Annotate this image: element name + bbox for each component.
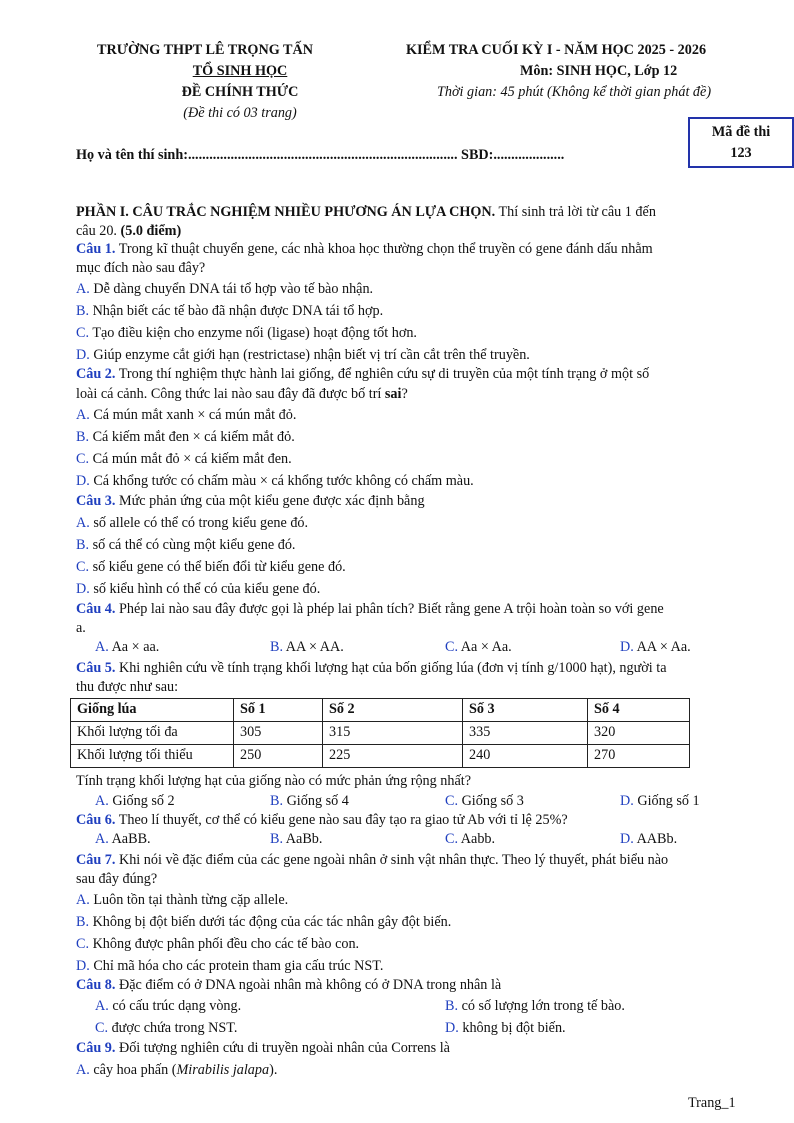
option-text: AABb. — [636, 831, 678, 847]
q3-option-c[interactable] — [76, 557, 744, 579]
q4-option-b[interactable] — [270, 637, 344, 659]
exam-title: KIỂM TRA CUỐI KỲ I - NĂM HỌC 2025 - 2026 — [406, 42, 707, 58]
q9-option-a[interactable] — [76, 1060, 744, 1082]
question-text: loài cá cảnh. Công thức lai nào sau đây đã được bố trí — [76, 386, 385, 402]
table-cell: 335 — [463, 722, 588, 745]
question-text: sau đây đúng? — [76, 871, 158, 887]
species-name: Mirabilis jalapa — [176, 1062, 270, 1078]
question-number: Câu 8. — [76, 977, 116, 993]
option-text: số kiểu gene có thể biến đổi từ kiểu gene đó. — [92, 559, 346, 575]
option-text: Chỉ mã hóa cho các protein tham gia cấu trúc NST. — [93, 958, 384, 974]
option-text: Giống số 2 — [112, 793, 175, 809]
option-text: Giống số 4 — [286, 793, 349, 809]
option-text: AaBb. — [285, 831, 323, 847]
question-number: Câu 7. — [76, 852, 116, 868]
option-label: A. — [95, 998, 109, 1014]
q3-option-a[interactable] — [76, 513, 744, 535]
option-text: Không bị đột biến dưới tác động của các tác nhân gây đột biến. — [92, 914, 452, 930]
question-text: Đặc điểm có ở DNA ngoài nhân mà không có ở DNA trong nhân là — [115, 977, 502, 993]
table-row — [71, 722, 690, 745]
option-label: A. — [76, 281, 90, 297]
option-text: được chứa trong NST. — [111, 1020, 238, 1036]
question-text: Khi nghiên cứu về tính trạng khối lượng hạt của bốn giống lúa (đơn vị tính g/1000 hạt), người ta — [115, 660, 667, 676]
option-label: D. — [76, 958, 90, 974]
option-text: Luôn tồn tại thành từng cặp allele. — [93, 892, 289, 908]
table-header-cell: Số 1 — [234, 699, 323, 722]
option-label: C. — [445, 639, 459, 655]
option-label: A. — [95, 639, 109, 655]
option-text: Nhận biết các tế bào đã nhận được DNA tái tổ hợp. — [92, 303, 384, 319]
question-text: Theo lí thuyết, cơ thể có kiểu gene nào sau đây tạo ra giao tử Ab với tỉ lệ 25%? — [115, 812, 568, 828]
option-text: Cá kiếm mắt đen × cá kiếm mắt đỏ. — [92, 429, 295, 445]
q4-option-d[interactable] — [620, 637, 691, 659]
table-cell: 225 — [323, 745, 463, 768]
option-label: D. — [76, 347, 90, 363]
option-text: Giúp enzyme cắt giới hạn (restrictase) nhận biết vị trí cần cắt trên thể truyền. — [93, 347, 530, 363]
option-text: số allele có thể có trong kiểu gene đó. — [93, 515, 309, 531]
part1-intro: Thí sinh trả lời từ câu 1 đến — [495, 204, 656, 220]
option-text: Cá mún mắt xanh × cá mún mắt đỏ. — [93, 407, 297, 423]
question-number: Câu 2. — [76, 366, 116, 382]
option-label: B. — [76, 537, 90, 553]
part1-points: (5.0 điểm) — [120, 223, 182, 239]
option-text: Cá mún mắt đỏ × cá kiếm mắt đen. — [92, 451, 292, 467]
option-text: Dễ dàng chuyển DNA tái tổ hợp vào tế bào nhận. — [93, 281, 374, 297]
q6-option-a[interactable] — [95, 829, 151, 851]
question-number: Câu 5. — [76, 660, 116, 676]
option-text: cây hoa phấn ( — [93, 1062, 177, 1078]
q2-option-b[interactable] — [76, 427, 744, 449]
table-cell: Khối lượng tối đa — [71, 722, 234, 745]
option-label: C. — [76, 325, 90, 341]
question-number: Câu 9. — [76, 1040, 116, 1056]
option-label: D. — [76, 581, 90, 597]
option-label: C. — [76, 559, 90, 575]
q8-option-c[interactable] — [95, 1018, 237, 1040]
option-label: B. — [270, 831, 284, 847]
exam-code-value: 123 — [730, 145, 752, 161]
option-text: Giống số 1 — [637, 793, 700, 809]
option-label: B. — [270, 639, 284, 655]
option-text: số cá thể có cùng một kiểu gene đó. — [92, 537, 296, 553]
table-header-cell: Số 2 — [323, 699, 463, 722]
q2-option-c[interactable] — [76, 449, 744, 471]
exam-time: Thời gian: 45 phút (Không kể thời gian phát đề) — [437, 84, 712, 100]
q3-option-b[interactable] — [76, 535, 744, 557]
q6-option-b[interactable] — [270, 829, 322, 851]
question-3 — [76, 491, 744, 513]
option-text: Aabb. — [460, 831, 496, 847]
question-text: mục đích nào sau đây? — [76, 260, 206, 276]
option-label: B. — [445, 998, 459, 1014]
option-text: Aa × Aa. — [460, 639, 512, 655]
q7-option-a[interactable] — [76, 890, 744, 912]
question-number: Câu 1. — [76, 241, 116, 257]
option-label: D. — [620, 831, 634, 847]
q2-option-d[interactable] — [76, 471, 744, 493]
option-label: D. — [445, 1020, 459, 1036]
option-label: C. — [95, 1020, 109, 1036]
question-number: Câu 3. — [76, 493, 116, 509]
question-text: Khi nói về đặc điểm của các gene ngoài nhân ở sinh vật nhân thực. Theo lý thuyết, phát biểu nào — [115, 852, 669, 868]
part1-intro-2: câu 20. — [76, 223, 121, 239]
question-2 — [76, 364, 744, 386]
q4-option-c[interactable] — [445, 637, 512, 659]
candidate-info-line[interactable]: Họ và tên thí sinh:............................................................................ SBD:.................... — [76, 147, 565, 163]
option-text: số kiểu hình có thể có của kiểu gene đó. — [93, 581, 321, 597]
option-text: AA × Aa. — [636, 639, 691, 655]
option-text: Giống số 3 — [461, 793, 524, 809]
question-text: Trong kĩ thuật chuyển gene, các nhà khoa học thường chọn thể truyền có gene đánh dấu nhằm — [115, 241, 653, 257]
question-text: Phép lai nào sau đây được gọi là phép lai phân tích? Biết rằng gene A trội hoàn toàn so với gene — [115, 601, 664, 617]
question-text: Trong thí nghiệm thực hành lai giống, để nghiên cứu sự di truyền của một tính trạng ở một số — [115, 366, 650, 382]
question-number: Câu 4. — [76, 601, 116, 617]
q6-option-c[interactable] — [445, 829, 495, 851]
department-name: TỔ SINH HỌC — [192, 63, 288, 79]
exam-code-label: Mã đề thi — [711, 124, 771, 140]
q6-option-d[interactable] — [620, 829, 677, 851]
option-label: B. — [76, 914, 90, 930]
question-text: Tính trạng khối lượng hạt của giống nào có mức phản ứng rộng nhất? — [76, 773, 472, 789]
option-label: A. — [76, 892, 90, 908]
option-text: AA × AA. — [285, 639, 344, 655]
exam-code-box — [688, 117, 794, 168]
table-header-cell: Giống lúa — [71, 699, 234, 722]
rice-weight-table — [70, 698, 690, 768]
option-label: A. — [95, 831, 109, 847]
table-cell: 250 — [234, 745, 323, 768]
q1-option-b[interactable] — [76, 301, 744, 323]
table-row — [71, 745, 690, 768]
question-text: ? — [401, 386, 408, 402]
q1-option-a[interactable] — [76, 279, 744, 301]
table-cell: 320 — [588, 722, 690, 745]
question-text: thu được như sau: — [76, 679, 179, 695]
official-label: ĐỀ CHÍNH THỨC — [181, 84, 299, 100]
question-text: Mức phản ứng của một kiểu gene được xác định bằng — [115, 493, 425, 509]
option-label: B. — [76, 303, 90, 319]
q8-option-b[interactable] — [445, 996, 625, 1018]
option-label: B. — [270, 793, 284, 809]
option-label: A. — [76, 1062, 90, 1078]
question-text: Đối tượng nghiên cứu di truyền ngoài nhân của Correns là — [115, 1040, 450, 1056]
table-header-row — [71, 699, 690, 722]
option-text: ). — [269, 1062, 278, 1078]
q8-option-d[interactable] — [445, 1018, 566, 1040]
option-text: có số lượng lớn trong tế bào. — [461, 998, 625, 1014]
option-label: D. — [620, 639, 634, 655]
table-cell: 240 — [463, 745, 588, 768]
question-8 — [76, 975, 744, 997]
option-label: A. — [76, 407, 90, 423]
table-cell: Khối lượng tối thiểu — [71, 745, 234, 768]
pages-note: (Đề thi có 03 trang) — [183, 105, 297, 121]
option-label: C. — [76, 936, 90, 952]
table-cell: 270 — [588, 745, 690, 768]
subject: Môn: SINH HỌC, Lớp 12 — [520, 63, 678, 79]
question-number: Câu 6. — [76, 812, 116, 828]
question-9 — [76, 1038, 744, 1060]
question-text — [76, 384, 744, 406]
option-text: AaBB. — [111, 831, 151, 847]
emphasis-word: sai — [384, 386, 402, 402]
part1-title: PHẦN I. CÂU TRẮC NGHIỆM NHIỀU PHƯƠNG ÁN LỰA CHỌN. — [76, 204, 496, 220]
q4-option-a[interactable] — [95, 637, 159, 659]
option-text: không bị đột biến. — [462, 1020, 566, 1036]
option-label: C. — [76, 451, 90, 467]
question-text: a. — [76, 620, 86, 636]
page-number: Trang_1 — [688, 1095, 736, 1111]
q1-option-c[interactable] — [76, 323, 744, 345]
table-header-cell: Số 4 — [588, 699, 690, 722]
option-text: có cấu trúc dạng vòng. — [112, 998, 242, 1014]
q7-option-c[interactable] — [76, 934, 744, 956]
option-label: A. — [76, 515, 90, 531]
q8-option-a[interactable] — [95, 996, 241, 1018]
option-label: D. — [76, 473, 90, 489]
option-text: Tạo điều kiện cho enzyme nối (ligase) hoạt động tốt hơn. — [92, 325, 417, 341]
option-label: A. — [95, 793, 109, 809]
q2-option-a[interactable] — [76, 405, 744, 427]
option-text: Cá khổng tước có chấm màu × cá khổng tước không có chấm màu. — [93, 473, 474, 489]
table-cell: 305 — [234, 722, 323, 745]
option-text: Không được phân phối đều cho các tế bào con. — [92, 936, 360, 952]
option-label: B. — [76, 429, 90, 445]
option-label: C. — [445, 793, 459, 809]
q7-option-b[interactable] — [76, 912, 744, 934]
option-text: Aa × aa. — [111, 639, 160, 655]
q3-option-d[interactable] — [76, 579, 744, 601]
table-cell: 315 — [323, 722, 463, 745]
table-header-cell: Số 3 — [463, 699, 588, 722]
option-label: C. — [445, 831, 459, 847]
school-name: TRƯỜNG THPT LÊ TRỌNG TẤN — [96, 42, 313, 58]
option-label: D. — [620, 793, 634, 809]
